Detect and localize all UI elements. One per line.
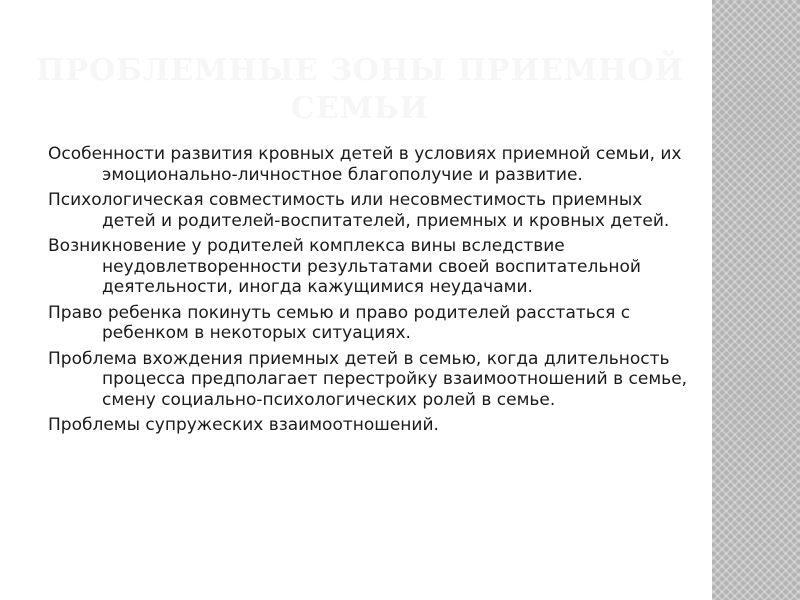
list-item: Возникновение у родителей комплекса вины вследствие неудовлетворенности результатами своей воспитательной деятельности, иногда кажущимися неудачами. [48,236,641,297]
list-item: Проблема вхождения приемных детей в семью, когда длительность процесса предполагает перестройку взаимоотношений в семье, смену социально-психологических ролей в семье. [48,348,688,410]
slide-title: ПРОБЛЕМНЫЕ ЗОНЫ ПРИЕМНОЙ СЕМЬИ [36,53,684,126]
list-item: Особенности развития кровных детей в условиях приемной семьи, их эмоционально-личностное благополучие и развитие. [48,144,682,185]
decorative-side-stripe [712,0,800,600]
body-text-list [48,144,688,441]
list-item: Право ребенка покинуть семью и право родителей расстаться с ребенком в некоторых ситуациях. [48,302,631,343]
list-item: Проблемы супружеских взаимоотношений. [48,415,439,435]
list-item: Психологическая совместимость или несовместимость приемных детей и родителей-воспитателей, приемных и кровных детей. [48,190,670,231]
